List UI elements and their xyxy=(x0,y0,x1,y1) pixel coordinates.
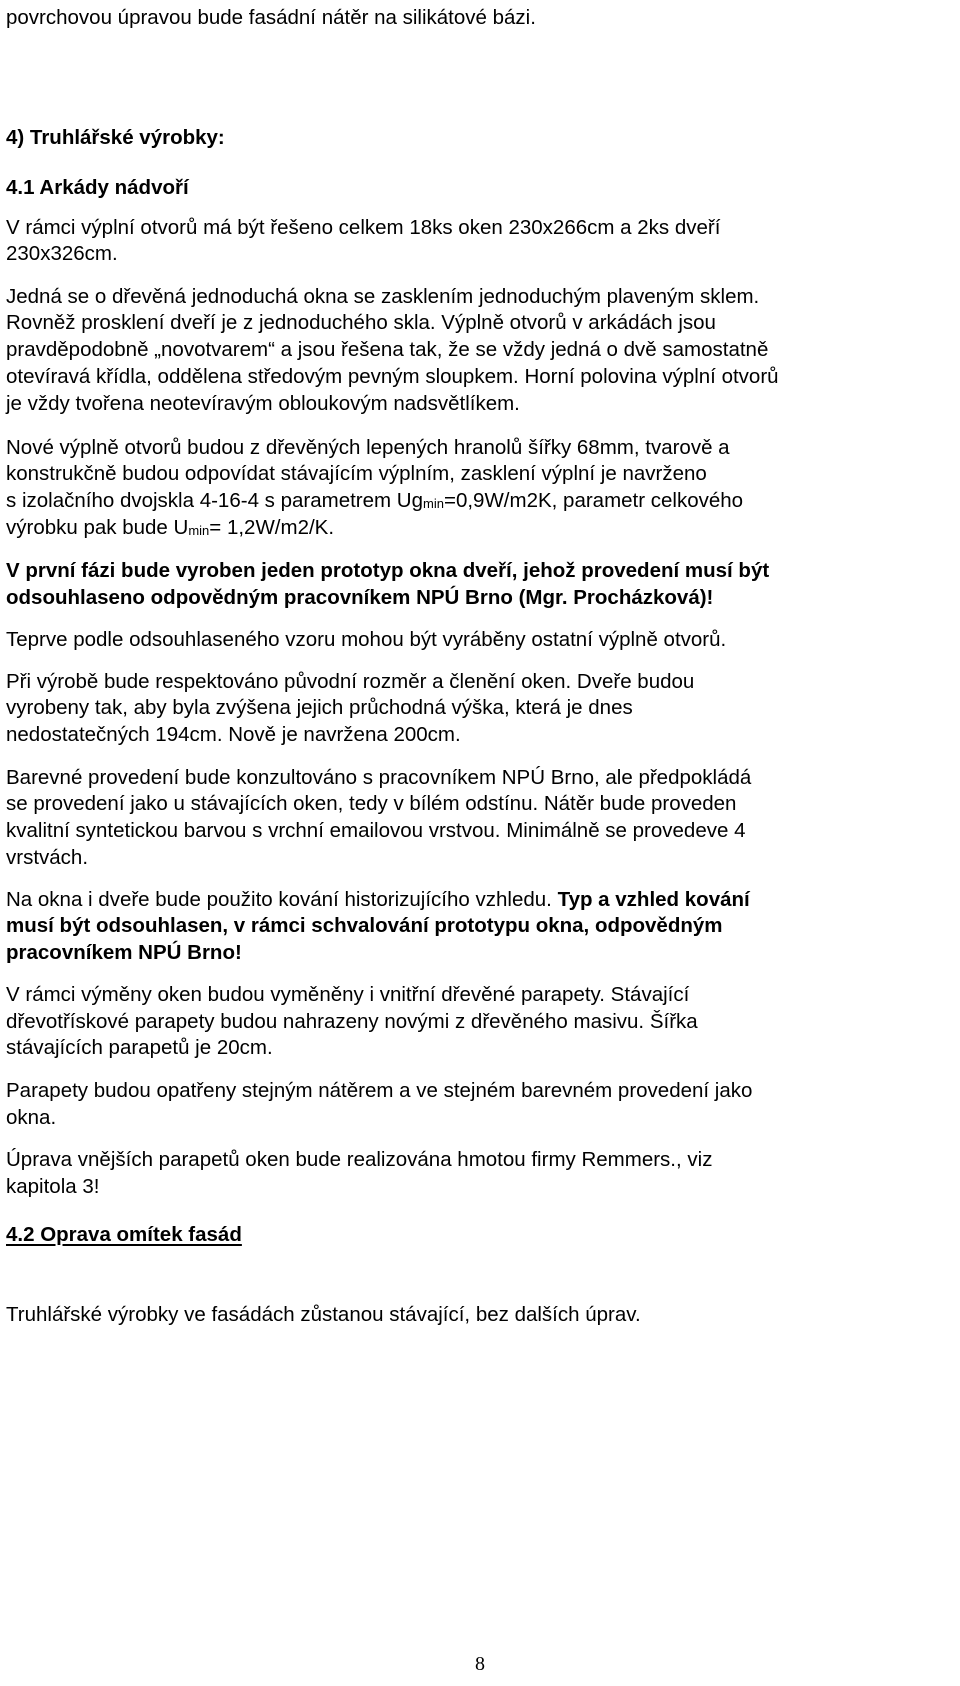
paragraph-line: nedostatečných 194cm. Nově je navržena 200cm. xyxy=(6,723,461,746)
paragraph-line: vyrobeny tak, aby byla zvýšena jejich průchodná výška, která je dnes xyxy=(6,696,633,719)
paragraph-line: Při výrobě bude respektováno původní rozměr a členění oken. Dveře budou xyxy=(6,670,695,693)
bold-notice-line: odsouhlaseno odpovědným pracovníkem NPÚ Brno (Mgr. Procházková)! xyxy=(6,586,714,609)
paragraph-line: pravděpodobně „novotvarem“ a jsou řešena tak, že se vždy jedná o dvě samostatně xyxy=(6,338,769,361)
bold-notice-line: V první fázi bude vyroben jeden prototyp okna dveří, jehož provedení musí být xyxy=(6,559,770,582)
subsection-heading-arkady: 4.1 Arkády nádvoří xyxy=(6,176,189,199)
paragraph-line: otevíravá křídla, oddělena středovým pevným sloupkem. Horní polovina výplní otvorů xyxy=(6,365,779,388)
bold-notice-line: pracovníkem NPÚ Brno! xyxy=(6,941,242,964)
paragraph-line: V rámci výplní otvorů má být řešeno celkem 18ks oken 230x266cm a 2ks dveří xyxy=(6,216,721,239)
paragraph-line-ug: s izolačního dvojskla 4-16-4 s parametrem $Ug_{min}=0,9W/m2K$, parametr celkového xyxy=(6,489,744,512)
paragraph-line: Nové výplně otvorů budou z dřevěných lepených hranolů šířky 68mm, tvarově a xyxy=(6,436,730,459)
paragraph-line: kapitola 3! xyxy=(6,1175,100,1198)
paragraph-line-umin: výrobku pak bude $U_{min}= 1,2W/m2/K$. xyxy=(6,516,335,539)
paragraph-line: okna. xyxy=(6,1106,57,1129)
bold-notice-line: musí být odsouhlasen, v rámci schvalování prototypu okna, odpovědným xyxy=(6,914,723,937)
paragraph-line: Úprava vnějších parapetů oken bude realizována hmotou firmy Remmers., viz xyxy=(6,1148,713,1171)
paragraph-line: vrstvách. xyxy=(6,846,89,869)
paragraph-line: je vždy tvořena neotevíravým obloukovým nadsvětlíkem. xyxy=(6,392,520,415)
paragraph-line: stávajících parapetů je 20cm. xyxy=(6,1036,273,1059)
intro-text: povrchovou úpravou bude fasádní nátěr na silikátové bázi. xyxy=(6,6,536,29)
paragraph-line: se provedení jako u stávajících oken, tedy v bílém odstínu. Nátěr bude proveden xyxy=(6,792,737,815)
section-heading: 4) Truhlářské výrobky: xyxy=(6,126,225,149)
paragraph-line: Teprve podle odsouhlaseného vzoru mohou být vyráběny ostatní výplně otvorů. xyxy=(6,628,727,651)
paragraph-line: dřevotřískové parapety budou nahrazeny novými z dřevěného masivu. Šířka xyxy=(6,1010,698,1033)
paragraph-line: kvalitní syntetickou barvou s vrchní emailovou vrstvou. Minimálně se provedeve 4 xyxy=(6,819,746,842)
paragraph-line: V rámci výměny oken budou vyměněny i vnitřní dřevěné parapety. Stávající xyxy=(6,983,690,1006)
paragraph-line: Barevné provedení bude konzultováno s pracovníkem NPÚ Brno, ale předpokládá xyxy=(6,766,752,789)
subsection-heading-omitky: 4.2 Oprava omítek fasád xyxy=(6,1223,242,1246)
paragraph-line: 230x326cm. xyxy=(6,242,118,265)
paragraph-line: konstrukčně budou odpovídat stávajícím výplním, zasklení výplní je navrženo xyxy=(6,462,707,485)
paragraph-line: Rovněž prosklení dveří je z jednoduchého skla. Výplně otvorů v arkádách jsou xyxy=(6,311,716,334)
paragraph-line-mixed: Na okna i dveře bude použito kování historizujícího vzhledu. Typ a vzhled kování xyxy=(6,888,750,911)
paragraph-line: Jedná se o dřevěná jednoduchá okna se zasklením jednoduchým plaveným sklem. xyxy=(6,285,760,308)
page-number: 8 xyxy=(475,1653,485,1675)
paragraph-line: Truhlářské výrobky ve fasádách zůstanou stávající, bez dalších úprav. xyxy=(6,1303,641,1326)
paragraph-line: Parapety budou opatřeny stejným nátěrem a ve stejném barevném provedení jako xyxy=(6,1079,753,1102)
